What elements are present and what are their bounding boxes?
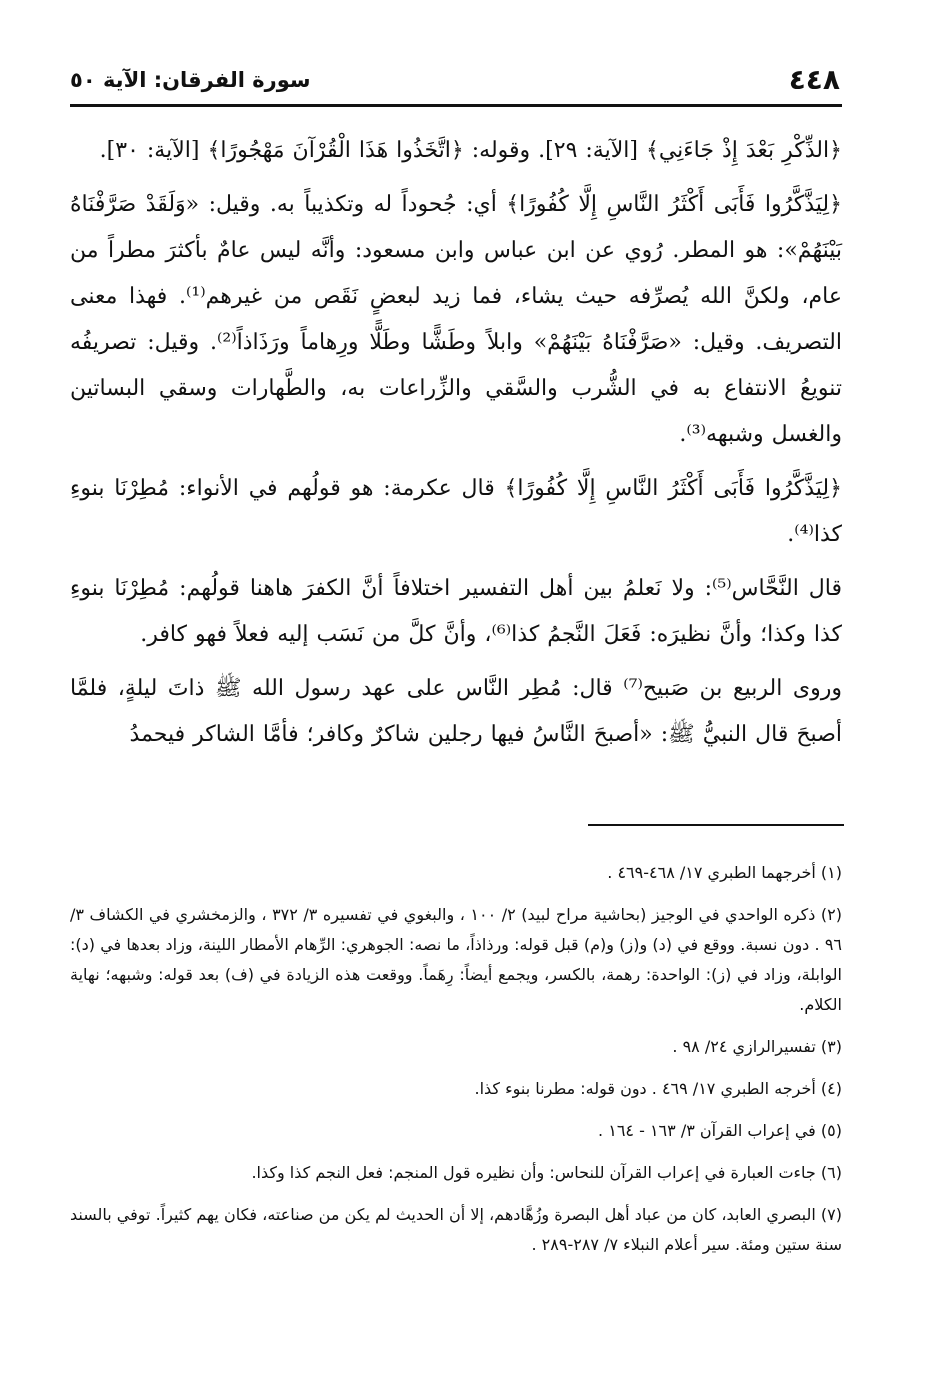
footnote: (١) أخرجهما الطبري ١٧/ ٤٦٨-٤٦٩ . xyxy=(607,863,842,882)
paragraph: وروى الربيع بن صَبيح⁽⁷⁾ قال: مُطِر النَّاس على عهد رسول الله ﷺ ذاتَ ليلةٍ، فلمَّا أصبحَ قال النبيُّ ﷺ: «أصبحَ النَّاسُ فيها رجلين شاكرٌ وكافر؛ فأمَّا الشاكر فيحمدُ xyxy=(70,676,842,747)
footnote: (٣) تفسيرالرازي ٢٤/ ٩٨ . xyxy=(672,1037,842,1056)
footnote: (٢) ذكره الواحدي في الوجيز (بحاشية مراح لبيد) ٢/ ١٠٠ ، والبغوي في تفسيره ٣/ ٣٧٢ ، والزمخشري في الكشاف ٣/ ٩٦ . دون نسبة. ووقع في (د) و(ز) و(م) قبل قوله: ورذاذاً، ما نصه: الجوهري: الرِّهام الأمطار اللينة، وزاد بعدها في (د): الوابلة، وزاد في (ز): الواحدة: رهمة، بالكسر، ويجمع أيضاً: رِهَماً. ووقعت هذه الزيادة في (ف) بعد قوله: وشبهه؛ نهاية الكلام. xyxy=(70,905,842,1014)
paragraph: ﴿لِيَذَّكَّرُوا فَأَبَى أَكْثَرُ النَّاسِ إِلَّا كُفُورًا﴾ قال عكرمة: هو قولُهم في الأنواء: مُطِرْنَا بنوءِ كذا⁽⁴⁾. xyxy=(70,476,842,547)
footnote-divider xyxy=(588,824,844,826)
footnote: (٤) أخرجه الطبري ١٧/ ٤٦٩ . دون قوله: مطرنا بنوء كذا. xyxy=(474,1079,842,1098)
page-number: ٤٤٨ xyxy=(788,63,840,96)
page-header xyxy=(70,58,840,102)
footnote: (٧) البصري العابد، كان من عباد أهل البصرة وزُهَّادهم، إلا أن الحديث لم يكن من صناعته، فكان يهم كثيراً. توفي بالسند سنة ستين ومئة. سير أعلام النبلاء ٧/ ٢٨٧-٢٨٩ . xyxy=(70,1205,842,1254)
paragraph: ﴿الذِّكْرِ بَعْدَ إِذْ جَاءَنِي﴾ [الآية: ٢٩]. وقوله: ﴿اتَّخَذُوا هَذَا الْقُرْآنَ مَهْجُورًا﴾ [الآية: ٣٠]. xyxy=(99,138,842,163)
paragraph: قال النَّحَّاس⁽⁵⁾: ولا نَعلمُ بين أهل التفسير اختلافاً أنَّ الكفرَ هاهنا قولُهم: مُطِرْنَا بنوءِ كذا وكذا؛ وأنَّ نظيرَه: فَعَلَ النَّجمُ كذا⁽⁶⁾، وأنَّ كلَّ من نَسَب إليه فعلاً فهو كافر. xyxy=(70,576,842,647)
header-divider xyxy=(70,104,842,107)
paragraph: ﴿لِيَذَّكَّرُوا فَأَبَى أَكْثَرُ النَّاسِ إِلَّا كُفُورًا﴾ أي: جُحوداً له وتكذيباً به. وقيل: «وَلَقَدْ صَرَّفْنَاهُ بَيْنَهُمْ»: هو المطر. رُوي عن ابن عباس وابن مسعود: وأنَّه ليس عامٌ بأكثرَ مطراً من عام، ولكنَّ الله يُصرِّفه حيث يشاء، فما زيد لبعضٍ نَقَص من غيرهم⁽¹⁾. فهذا معنى التصريف. وقيل: «صَرَّفْنَاهُ بَيْنَهُمْ» وابلاً وطَشًّا وطَلًّا ورِهاماً ورَذَاذاً⁽²⁾. وقيل: تصريفُه تنويعُ الانتفاع به في الشُّرب والسَّقي والزِّراعات به، والطَّهارات وسقي البساتين والغسل وشبهه⁽³⁾. xyxy=(70,192,842,447)
footnote: (٥) في إعراب القرآن ٣/ ١٦٣ - ١٦٤ . xyxy=(598,1121,842,1140)
footnote: (٦) جاءت العبارة في إعراب القرآن للنحاس: وأن نظيره قول المنجم: فعل النجم كذا وكذا. xyxy=(251,1163,842,1182)
main-text xyxy=(70,128,842,758)
footnotes xyxy=(70,858,842,1272)
running-title: سورة الفرقان: الآية ٥٠ xyxy=(70,68,311,92)
